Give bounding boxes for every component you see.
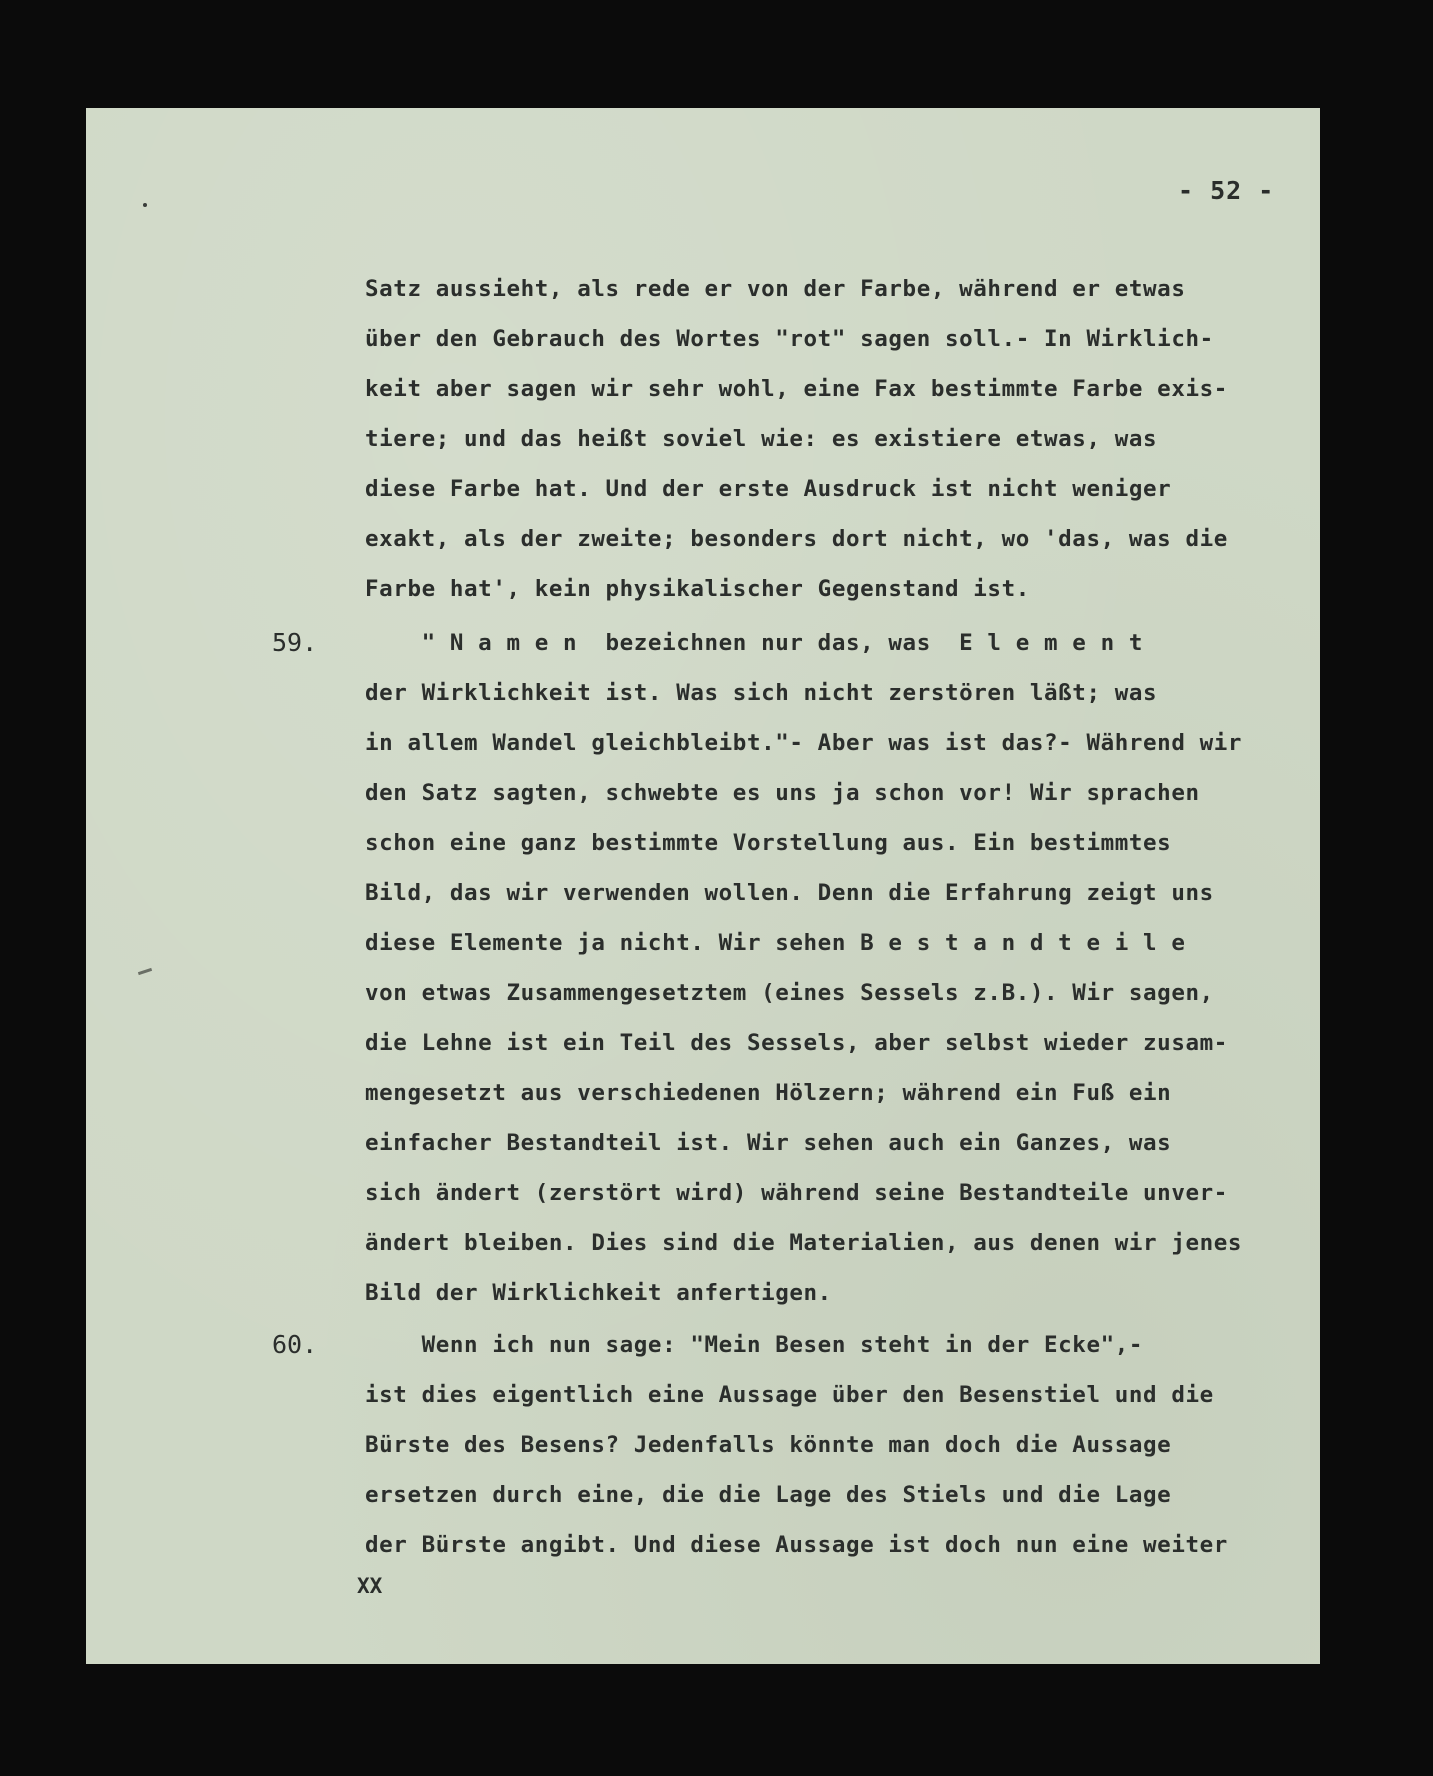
text-line: diese Farbe hat. Und der erste Ausdruck ist nicht weniger	[365, 476, 1172, 502]
text-line: Bild, das wir verwenden wollen. Denn die Erfahrung zeigt uns	[365, 880, 1214, 906]
text-line: den Satz sagten, schwebte es uns ja schon vor! Wir sprachen	[365, 780, 1200, 806]
text-line: Wenn ich nun sage: "Mein Besen steht in der Ecke",-	[365, 1332, 1144, 1358]
text-line: Satz aussieht, als rede er von der Farbe, während er etwas	[365, 276, 1186, 302]
stray-ink-dot	[143, 203, 147, 207]
text-line: Farbe hat', kein physikalischer Gegenstand ist.	[365, 576, 1030, 602]
text-line: Bild der Wirklichkeit anfertigen.	[365, 1280, 832, 1306]
text-line: diese Elemente ja nicht. Wir sehen B e s t a n d t e i l e	[365, 930, 1186, 956]
text-line: der Bürste angibt. Und diese Aussage ist doch nun eine weiter	[365, 1532, 1228, 1558]
text-line: Bürste des Besens? Jedenfalls könnte man doch die Aussage	[365, 1432, 1172, 1458]
text-line: ist dies eigentlich eine Aussage über den Besenstiel und die	[365, 1382, 1214, 1408]
text-line: der Wirklichkeit ist. Was sich nicht zerstören läßt; was	[365, 680, 1158, 706]
text-line: von etwas Zusammengesetztem (eines Sessels z.B.). Wir sagen,	[365, 980, 1214, 1006]
page-number: - 52 -	[1178, 176, 1275, 205]
text-line: " N a m e n bezeichnen nur das, was E l e m e n t	[365, 630, 1144, 656]
paragraph-number-60: 60.	[272, 1330, 318, 1359]
text-line: ändert bleiben. Dies sind die Materialien, aus denen wir jenes	[365, 1230, 1243, 1256]
text-line: mengesetzt aus verschiedenen Hölzern; während ein Fuß ein	[365, 1080, 1172, 1106]
text-line: tiere; und das heißt soviel wie: es existiere etwas, was	[365, 426, 1158, 452]
text-line: schon eine ganz bestimmte Vorstellung aus. Ein bestimmtes	[365, 830, 1172, 856]
text-line: in allem Wandel gleichbleibt."- Aber was ist das?- Während wir	[365, 730, 1243, 756]
paragraph-number-59: 59.	[272, 628, 318, 657]
text-line: einfacher Bestandteil ist. Wir sehen auch ein Ganzes, was	[365, 1130, 1172, 1156]
text-line: sich ändert (zerstört wird) während seine Bestandteile unver-	[365, 1180, 1228, 1206]
text-line: ersetzen durch eine, die die Lage des Stiels und die Lage	[365, 1482, 1172, 1508]
text-line: über den Gebrauch des Wortes "rot" sagen soll.- In Wirklich-	[365, 326, 1214, 352]
text-line: exakt, als der zweite; besonders dort nicht, wo 'das, was die	[365, 526, 1228, 552]
text-line: die Lehne ist ein Teil des Sessels, aber selbst wieder zusam-	[365, 1030, 1228, 1056]
struck-through-mark: XX	[357, 1574, 383, 1598]
text-line: keit aber sagen wir sehr wohl, eine Fax bestimmte Farbe exis-	[365, 376, 1228, 402]
